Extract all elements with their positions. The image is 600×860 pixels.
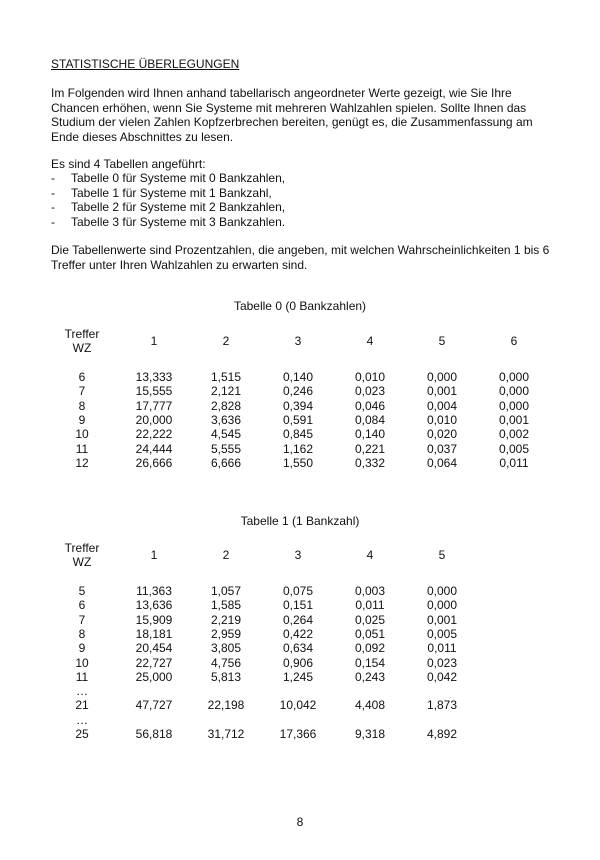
table-cell: 17,366 bbox=[279, 727, 317, 741]
column-header: 5 bbox=[438, 548, 446, 562]
row-wz: 6 bbox=[78, 370, 86, 384]
table-cell: 0,591 bbox=[282, 412, 314, 427]
table-cell: 0,023 bbox=[354, 384, 386, 399]
table-cell: 31,712 bbox=[207, 727, 245, 741]
row-wz: 11 bbox=[75, 441, 89, 456]
table-cell: 6,666 bbox=[210, 455, 242, 470]
table-cell: 5,555 bbox=[210, 441, 242, 456]
table-cell: 0,037 bbox=[426, 441, 458, 456]
ellipsis: … bbox=[76, 684, 88, 698]
page-number: 8 bbox=[296, 815, 304, 829]
row-wz: 6 bbox=[78, 598, 86, 613]
table-cell: 0,422 bbox=[282, 626, 314, 641]
table-cell: 2,219 bbox=[210, 612, 242, 627]
table-cell: 4,756 bbox=[210, 655, 242, 670]
table-cell: 0,000 bbox=[426, 584, 458, 598]
table-cell: 2,121 bbox=[210, 384, 242, 399]
row-wz: 11 bbox=[75, 669, 89, 684]
table-cell: 1,057 bbox=[210, 584, 242, 598]
table-cell: 0,001 bbox=[498, 412, 530, 427]
table-cell: 15,555 bbox=[135, 384, 173, 399]
table-cell: 15,909 bbox=[135, 612, 173, 627]
table-cell: 0,906 bbox=[282, 655, 314, 670]
table-cell: 0,020 bbox=[426, 427, 458, 442]
list-intro: Es sind 4 Tabellen angeführt: bbox=[51, 157, 206, 171]
row-wz: 8 bbox=[78, 626, 86, 641]
row-wz: 8 bbox=[78, 398, 86, 413]
table-cell: 0,084 bbox=[354, 412, 386, 427]
table-cell: 0,075 bbox=[282, 584, 314, 598]
table-cell: 0,004 bbox=[426, 398, 458, 413]
table-cell: 4,545 bbox=[210, 427, 242, 442]
row-wz: 10 bbox=[75, 427, 89, 442]
table-cell: 3,636 bbox=[210, 412, 242, 427]
table-cell: 0,023 bbox=[426, 655, 458, 670]
table-cell: 0,000 bbox=[426, 598, 458, 613]
table-cell: 26,666 bbox=[135, 455, 173, 470]
table-cell: 0,042 bbox=[426, 669, 458, 684]
table-cell: 1,550 bbox=[282, 455, 314, 470]
table-cell: 0,002 bbox=[498, 427, 530, 442]
table-cell: 0,000 bbox=[426, 370, 458, 384]
list-item: - Tabelle 2 für Systeme mit 2 Bankzahlen, bbox=[51, 200, 286, 214]
table-cell: 0,243 bbox=[354, 669, 386, 684]
column-header: 4 bbox=[366, 334, 374, 348]
table-cell: 0,332 bbox=[354, 455, 386, 470]
table-cell: 1,873 bbox=[426, 698, 458, 712]
table-cell: 0,221 bbox=[354, 441, 386, 456]
table-cell: 20,454 bbox=[135, 641, 173, 656]
column-header: 6 bbox=[510, 334, 518, 348]
table-cell: 0,001 bbox=[426, 612, 458, 627]
row-wz: 9 bbox=[78, 641, 86, 656]
row-wz: 9 bbox=[78, 412, 86, 427]
table-cell: 47,727 bbox=[135, 698, 173, 712]
list-item: - Tabelle 3 für Systeme mit 3 Bankzahlen. bbox=[51, 214, 286, 229]
table-cell: 0,064 bbox=[426, 455, 458, 470]
table-cell: 1,515 bbox=[210, 370, 242, 384]
header-treffer: Treffer bbox=[64, 327, 100, 341]
table-cell: 2,828 bbox=[210, 398, 242, 413]
table-cell: 17,777 bbox=[135, 398, 173, 413]
row-wz: 25 bbox=[75, 727, 89, 741]
header-treffer: Treffer bbox=[64, 541, 100, 555]
row-wz: 7 bbox=[78, 612, 86, 627]
table-cell: 56,818 bbox=[135, 727, 173, 741]
table-cell: 0,011 bbox=[499, 455, 529, 470]
intro-paragraph: Im Folgenden wird Ihnen anhand tabellarisch angeordneter Werte gezeigt, wie Sie Ihre Chancen erhöhen, wenn Sie Systeme mit mehreren Wahlzahlen spielen. Sollte Ihnen das Studium der vielen Zahlen Kopfzerbrechen bereiten, genügt es, die Zusammenfassung am Ende dieses Abschnittes zu lesen. bbox=[51, 86, 533, 144]
table-cell: 0,154 bbox=[354, 655, 386, 670]
column-header: 3 bbox=[294, 548, 302, 562]
table-cell: 0,005 bbox=[426, 626, 458, 641]
table-cell: 18,181 bbox=[135, 626, 173, 641]
table-list bbox=[51, 171, 285, 229]
header-wz: WZ bbox=[72, 555, 92, 569]
table-cell: 0,010 bbox=[426, 412, 458, 427]
table-cell: 13,333 bbox=[135, 370, 173, 384]
column-header: 1 bbox=[150, 334, 158, 348]
table-cell: 0,092 bbox=[354, 641, 386, 656]
table-cell: 10,042 bbox=[279, 698, 317, 712]
table-cell: 11,363 bbox=[136, 584, 172, 598]
row-wz: 12 bbox=[75, 455, 89, 470]
section-heading: STATISTISCHE ÜBERLEGUNGEN bbox=[51, 57, 240, 71]
table-cell: 0,264 bbox=[282, 612, 314, 627]
header-wz: WZ bbox=[72, 341, 92, 355]
list-item: - Tabelle 0 für Systeme mit 0 Bankzahlen, bbox=[51, 171, 286, 185]
table-cell: 9,318 bbox=[354, 727, 386, 741]
table-cell: 0,051 bbox=[354, 626, 386, 641]
table-cell: 22,222 bbox=[135, 427, 173, 442]
column-header: 2 bbox=[222, 334, 230, 348]
table-cell: 0,140 bbox=[354, 427, 386, 442]
row-wz: 5 bbox=[78, 584, 86, 598]
table0-title: Tabelle 0 (0 Bankzahlen) bbox=[233, 299, 367, 313]
table-cell: 0,003 bbox=[354, 584, 386, 598]
table-cell: 13,636 bbox=[135, 598, 173, 613]
table-cell: 5,813 bbox=[210, 669, 242, 684]
explanation-paragraph: Die Tabellenwerte sind Prozentzahlen, die angeben, mit welchen Wahrscheinlichkeiten 1 bis 6 Treffer unter Ihren Wahlzahlen zu erwarten sind. bbox=[51, 243, 550, 272]
table-cell: 0,000 bbox=[498, 370, 530, 384]
column-header: 2 bbox=[222, 548, 230, 562]
table-cell: 3,805 bbox=[210, 641, 242, 656]
row-wz: 10 bbox=[75, 655, 89, 670]
table-cell: 25,000 bbox=[135, 669, 173, 684]
ellipsis: … bbox=[76, 713, 88, 727]
column-header: 4 bbox=[366, 548, 374, 562]
column-header: 1 bbox=[150, 548, 158, 562]
table-cell: 0,025 bbox=[354, 612, 386, 627]
table-cell: 0,005 bbox=[498, 441, 530, 456]
table-cell: 0,001 bbox=[426, 384, 458, 399]
table-cell: 1,245 bbox=[282, 669, 314, 684]
table-cell: 20,000 bbox=[135, 412, 173, 427]
table-cell: 0,151 bbox=[282, 598, 314, 613]
column-header: 3 bbox=[294, 334, 302, 348]
table-cell: 1,162 bbox=[282, 441, 314, 456]
table-cell: 0,634 bbox=[282, 641, 314, 656]
row-wz: 21 bbox=[75, 698, 89, 712]
table-cell: 24,444 bbox=[135, 441, 173, 456]
table-cell: 0,246 bbox=[282, 384, 314, 399]
table-cell: 2,959 bbox=[210, 626, 242, 641]
table-cell: 0,845 bbox=[282, 427, 314, 442]
table-cell: 22,198 bbox=[207, 698, 245, 712]
table-cell: 0,010 bbox=[354, 370, 386, 384]
table-cell: 0,046 bbox=[354, 398, 386, 413]
table-cell: 0,000 bbox=[498, 398, 530, 413]
column-header: 5 bbox=[438, 334, 446, 348]
table-cell: 0,011 bbox=[355, 598, 385, 613]
table-cell: 0,000 bbox=[498, 384, 530, 399]
table-cell: 0,011 bbox=[427, 641, 457, 656]
list-item: - Tabelle 1 für Systeme mit 1 Bankzahl, bbox=[51, 185, 272, 200]
table-cell: 1,585 bbox=[210, 598, 242, 613]
table1-title: Tabelle 1 (1 Bankzahl) bbox=[240, 514, 360, 528]
table-cell: 4,892 bbox=[426, 727, 458, 741]
row-wz: 7 bbox=[78, 384, 86, 399]
table-cell: 4,408 bbox=[354, 698, 386, 712]
table-cell: 0,140 bbox=[282, 370, 314, 384]
table-cell: 22,727 bbox=[135, 655, 173, 670]
table-cell: 0,394 bbox=[282, 398, 314, 413]
